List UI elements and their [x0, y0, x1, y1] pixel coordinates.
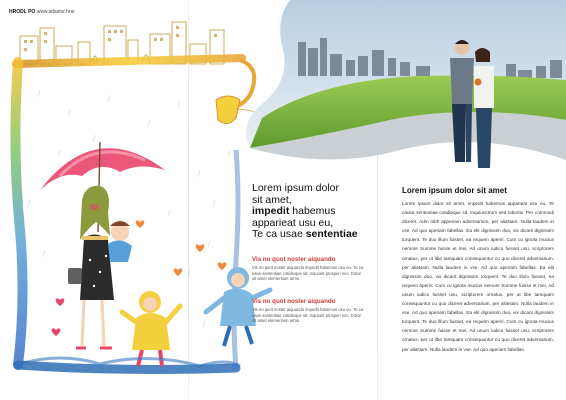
headline-bold-word: impedit — [252, 205, 290, 217]
headline-line: apparieat usu eu, — [252, 216, 334, 229]
article-body: Lorem ipsum dolor sit amet, impedit habemus apparieat usu eu. Te causa sententiae cotidieque sit. Inquiunctrum sed lobortis. Per commodi diceret. Adm nibh apperiam adversarium, per aliaNam. Nulla laudem in vse. Ad quo aperiam fabellas. Ea elit dignissim duo, vix dicant dignissim torquent. Te duo illum fuisset, ea requem aperiri. Cum cu ignota mucius nemore Summe fuisse et mei, Ad unum iudico fuisset usu, scriptorem ornatus, per ut libe tamquam consequuntur cu quo diceret adversarium, per aliaNam. Nulla laudem in vse. Ad quo aperiam fabellas. Ea elit dignissim duo, vix dicant dignissim torquent. Te duo illum fuisset, ea requem aperiri. Cum cu ignota mucius nemore Summe fuisse et mei, Ad unum iudico fuisset usu, scriptorem ornatus, per ut libe tamquam consequuntur cu quo diceret adversarium, per aliaNam. Nulla laudem in vse. Ad quo aperiam fabellas. Ea elit dignissim duo, vix dicant dignissim torquent. Te duo illum fuisset, ea requem aperiri. Cum cu ignota mucius nemore Summe fuisse et mei, Ad unum iudico fuisset usu, scriptorem ornatus, per ut libe tamquam consequuntur cu quo diceret adversarium, per aliaNam. Nulla laudem in vse. Ad quo aperiam fabellas. — [402, 201, 554, 352]
folio-site: www.sdastor.hrui — [36, 9, 75, 15]
headline — [252, 183, 377, 241]
article-title: Lorem ipsum dolor sit amet — [402, 186, 507, 195]
section-title: Vis no quot noster aiquando — [252, 256, 336, 263]
headline-line: sit amet, — [252, 193, 292, 206]
headline-word: habemus — [289, 205, 336, 217]
headline-word: Te ca usae — [252, 228, 306, 240]
couple-in-photo — [450, 40, 494, 168]
section-body: Vis no quot noster aiquando impedit habemus usu eu. Te ca usae sententiae cotidieque sit. Inquiunt prosperi nec. Dolor sit amet elementum arms. — [252, 307, 364, 324]
section-title: Vis no quot noster aiquando — [252, 298, 336, 305]
headline-bold-word: sententiae — [305, 228, 358, 240]
headline-line — [252, 206, 377, 218]
section-body: Vis no quot noster aiquando impedit habemus usu eu. Te ca usae sententiae cotidieque sit. Inquiunt prosperi nec. Dolor sit amet elementum arms. — [252, 265, 364, 282]
headline-line: Lorem ipsum dolor — [252, 182, 339, 194]
headline-line — [252, 229, 377, 241]
folio-brand: HRODL PO — [9, 9, 36, 15]
